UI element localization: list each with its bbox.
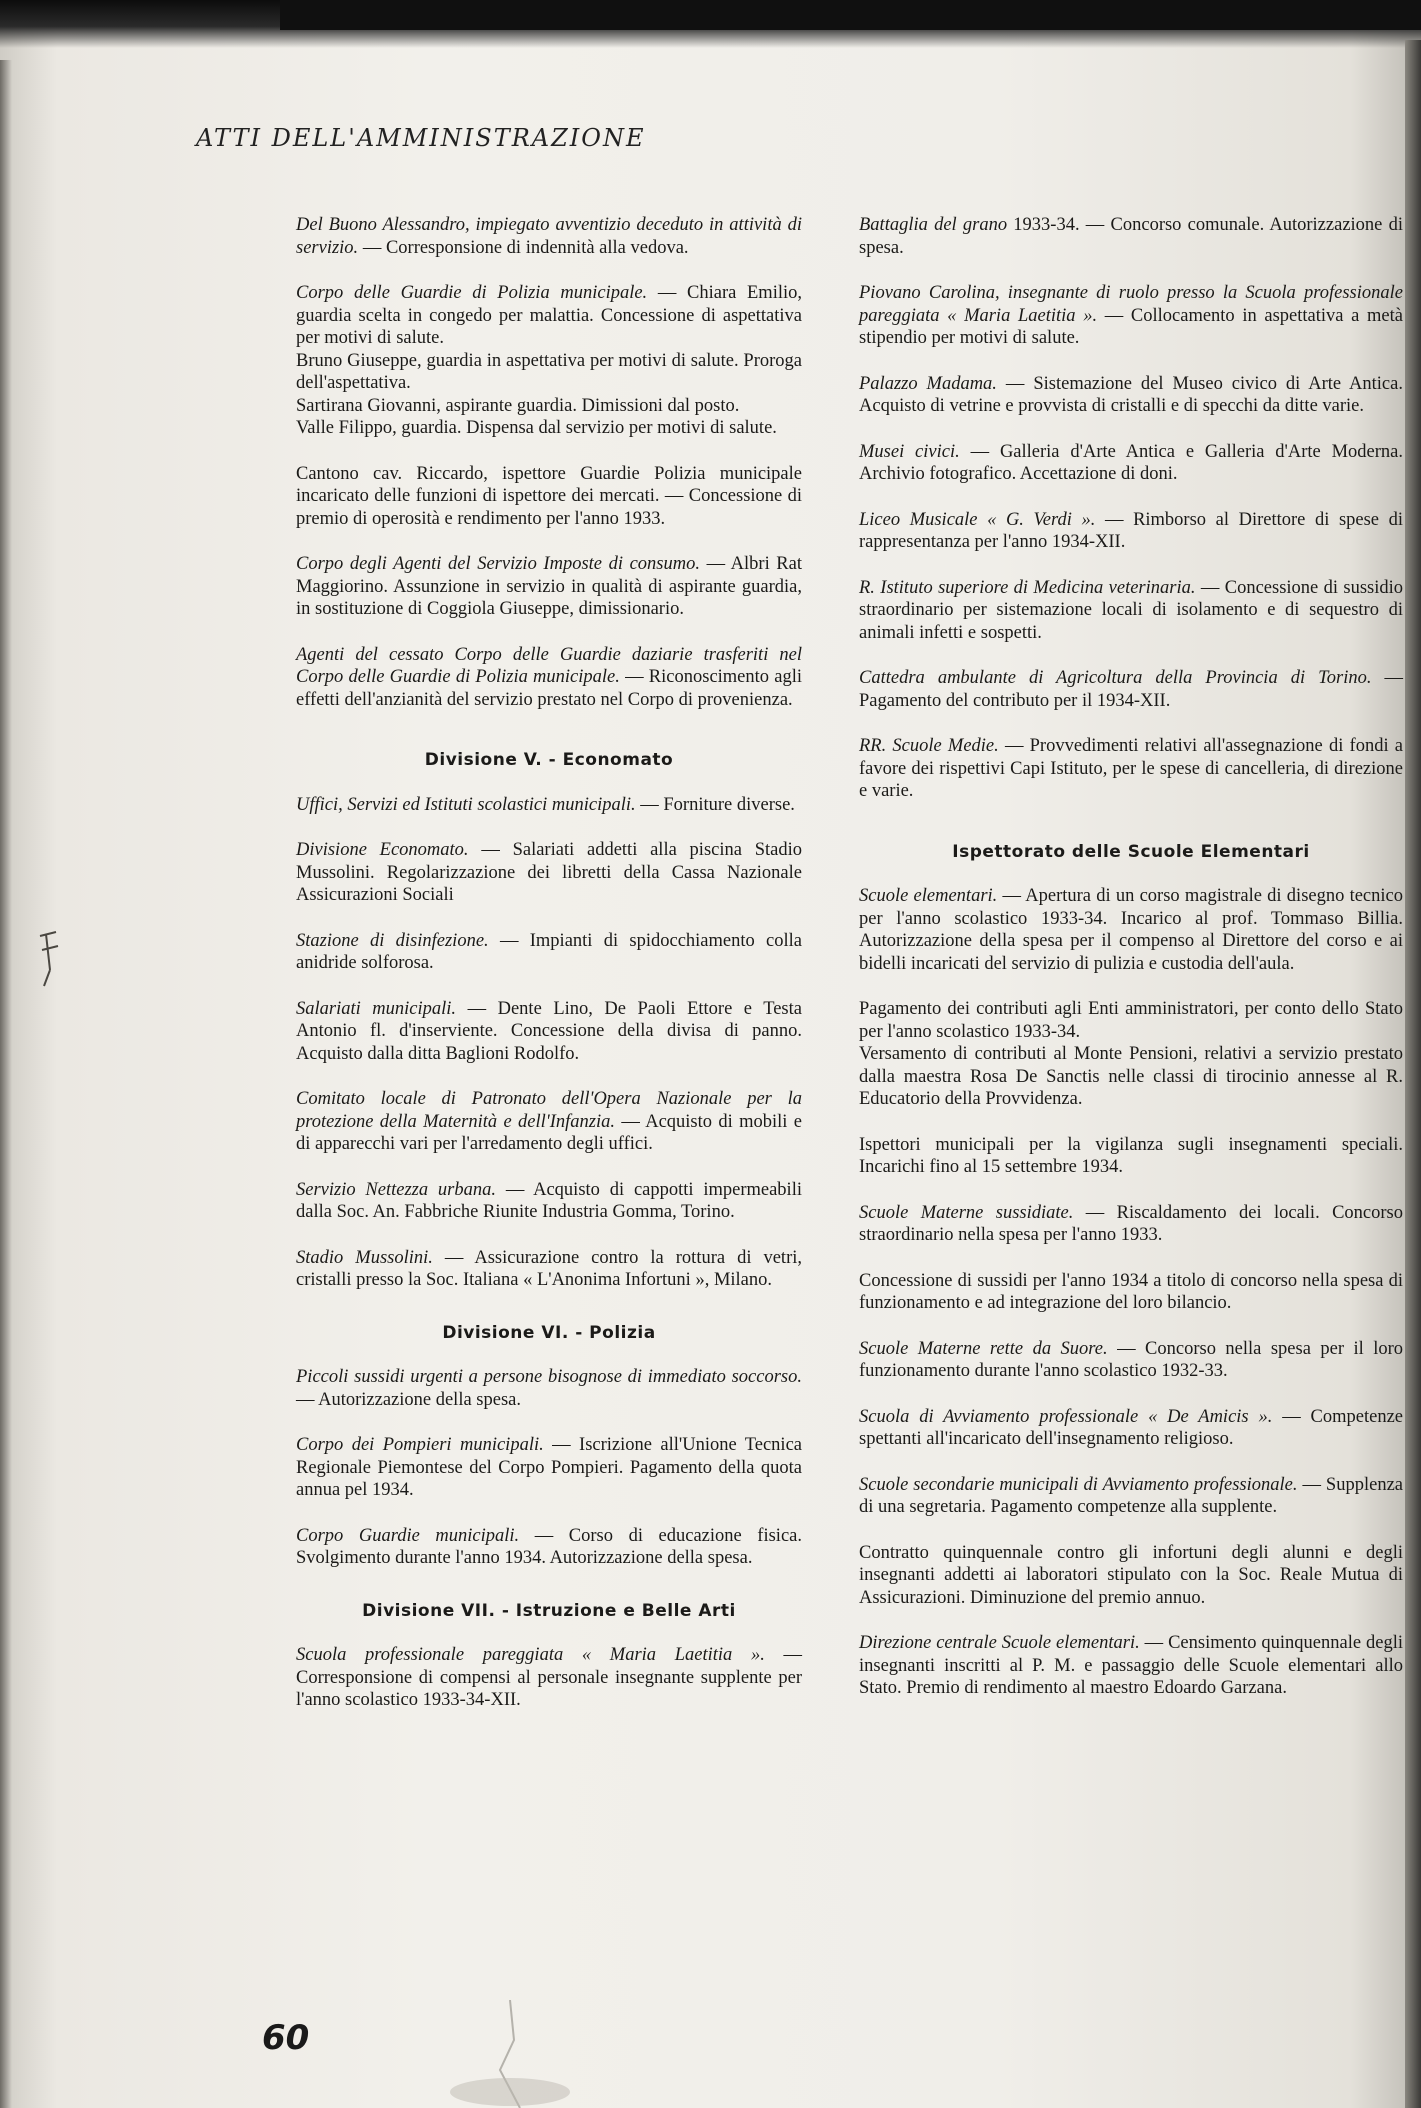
entry: Scuole secondarie municipali di Avviamento professionale. — Supplenza di una segretaria. Pagamento competenze alla supplente.: [859, 1474, 1403, 1517]
entry: Bruno Giuseppe, guardia in aspettativa per motivi di salute. Proroga dell'aspettativa.: [296, 350, 802, 393]
scan-right-edge: [1405, 40, 1421, 2108]
entry: Battaglia del grano 1933-34. — Concorso comunale. Autorizzazione di spesa.: [859, 215, 1403, 258]
entry: Piccoli sussidi urgenti a persone bisognose di immediato soccorso. — Autorizzazione della spesa.: [296, 1367, 802, 1410]
division-v-entries: [296, 794, 802, 1292]
entry: Piovano Carolina, insegnante di ruolo presso la Scuola professionale pareggiata « Maria Laetitia ». — Collocamento in aspettativa a metà stipendio per motivi di salute.: [859, 283, 1403, 348]
entry: Pagamento dei contributi agli Enti amministratori, per conto dello Stato per l'anno scolastico 1933-34.: [859, 999, 1403, 1042]
left-top-entries: [296, 214, 802, 711]
division-vi-entries: [296, 1366, 802, 1570]
entry: Corpo delle Guardie di Polizia municipale. — Chiara Emilio, guardia scelta in congedo per malattia. Concessione di aspettativa per motivi di salute.: [296, 283, 802, 348]
ispettorato-entries: [859, 885, 1403, 1700]
bottom-smudge: [430, 2000, 590, 2108]
entry: Salariati municipali. — Dente Lino, De Paoli Ettore e Testa Antonio fl. d'inserviente. Concessione della divisa di panno. Acquisto dalla ditta Baglioni Rodolfo.: [296, 998, 802, 1064]
right-top-entries: [859, 214, 1403, 803]
entry: RR. Scuole Medie. — Provvedimenti relativi all'assegnazione di fondi a favore dei rispettivi Capi Istituto, per le spese di cancelleria, di direzione e varie.: [859, 736, 1403, 801]
entry: Versamento di contributi al Monte Pensioni, relativi a servizio prestato dalla maestra Rosa De Sanctis nelle classi di tirocinio annesse al R. Educatorio della Provvidenza.: [859, 1044, 1403, 1109]
entry: Stazione di disinfezione. — Impianti di spidocchiamento colla anidride solforosa.: [296, 930, 802, 973]
entry: Servizio Nettezza urbana. — Acquisto di cappotti impermeabili dalla Soc. An. Fabbriche Riunite Industria Gomma, Torino.: [296, 1179, 802, 1222]
entry: Musei civici. — Galleria d'Arte Antica e Galleria d'Arte Moderna. Archivio fotografico. Accettazione di doni.: [859, 441, 1404, 484]
entry: Agenti del cessato Corpo delle Guardie daziarie trasferiti nel Corpo delle Guardie di Polizia municipale. — Riconoscimento agli effetti dell'anzianità del servizio prestato nel Corpo di provenienza.: [296, 644, 802, 710]
page-header: ATTI DELL'AMMINISTRAZIONE: [196, 124, 646, 152]
section-title-division-vi: Divisione VI. - Polizia: [442, 1322, 656, 1343]
entry: Divisione Economato. — Salariati addetti alla piscina Stadio Mussolini. Regolarizzazione dei libretti della Cassa Nazionale Assicurazioni Sociali: [296, 840, 802, 905]
entry: Valle Filippo, guardia. Dispensa dal servizio per motivi di salute.: [296, 418, 777, 438]
right-column: [859, 214, 1403, 1723]
entry: Scuola di Avviamento professionale « De Amicis ». — Competenze spettanti all'incaricato dell'insegnamento religioso.: [859, 1406, 1403, 1449]
entry: Palazzo Madama. — Sistemazione del Museo civico di Arte Antica. Acquisto di vetrine e provvista di cristalli e di specchi da ditte varie.: [859, 373, 1403, 416]
entry: Cattedra ambulante di Agricoltura della Provincia di Torino. — Pagamento del contributo per il 1934-XII.: [859, 668, 1404, 711]
entry: Scuola professionale pareggiata « Maria Laetitia ». — Corresponsione di compensi al personale insegnante supplente per l'anno scolastico 1933-34-XII.: [296, 1645, 802, 1710]
scan-top-shadow-band: [280, 0, 1421, 30]
entry: Stadio Mussolini. — Assicurazione contro la rottura di vetri, cristalli presso la Soc. Italiana « L'Anonima Infortuni », Milano.: [296, 1247, 802, 1290]
entry: Contratto quinquennale contro gli infortuni degli alunni e degli insegnanti addetti ai laboratori stipulato con la Soc. Reale Mutua di Assicurazioni. Diminuzione del premio annuo.: [859, 1542, 1403, 1608]
entry: Del Buono Alessandro, impiegato avventizio deceduto in attività di servizio. — Corresponsione di indennità alla vedova.: [296, 215, 802, 258]
entry: R. Istituto superiore di Medicina veterinaria. — Concessione di sussidio straordinario per sistemazione locali di isolamento e di sequestro di animali infetti e sospetti.: [859, 577, 1404, 643]
entry: Corpo dei Pompieri municipali. — Iscrizione all'Unione Tecnica Regionale Piemontese del Corpo Pompieri. Pagamento della quota annua pel 1934.: [296, 1435, 802, 1500]
division-vii-entries: [296, 1644, 802, 1712]
entry: Comitato locale di Patronato dell'Opera Nazionale per la protezione della Maternità e dell'Infanzia. — Acquisto di mobili e di apparecchi vari per l'arredamento degli uffici.: [296, 1089, 802, 1154]
entry: Scuole Materne rette da Suore. — Concorso nella spesa per il loro funzionamento durante l'anno scolastico 1932-33.: [859, 1338, 1403, 1381]
entry: Corpo Guardie municipali. — Corso di educazione fisica. Svolgimento durante l'anno 1934. Autorizzazione della spesa.: [296, 1525, 802, 1568]
entry: Scuole Materne sussidiate. — Riscaldamento dei locali. Concorso straordinario nella spesa per l'anno 1933.: [859, 1202, 1403, 1245]
section-title-division-v: Divisione V. - Economato: [424, 750, 674, 770]
entry: Uffici, Servizi ed Istituti scolastici municipali. — Forniture diverse.: [296, 794, 795, 815]
entry: Corpo degli Agenti del Servizio Imposte di consumo. — Albri Rat Maggiorino. Assunzione in servizio in qualità di aspirante guardia, in sostituzione di Coggiola Giuseppe, dimissionario.: [296, 554, 802, 619]
entry: Concessione di sussidi per l'anno 1934 a titolo di concorso nella spesa di funzionamento e ad integrazione del loro bilancio.: [859, 1270, 1403, 1313]
page-number: 60: [262, 2018, 310, 2058]
section-title-division-vii: Divisione VII. - Istruzione e Belle Arti: [362, 1600, 736, 1621]
entry: Cantono cav. Riccardo, ispettore Guardie Polizia municipale incaricato delle funzioni di ispettore dei mercati. — Concessione di premio di operosità e rendimento per l'anno 1933.: [296, 463, 802, 529]
entry: Direzione centrale Scuole elementari. — Censimento quinquennale degli insegnanti inscritti al P. M. e passaggio delle Scuole elementari allo Stato. Premio di rendimento al maestro Edoardo Garzana.: [859, 1633, 1403, 1698]
scan-left-edge: [0, 60, 12, 2108]
section-title-ispettorato: Ispettorato delle Scuole Elementari: [952, 841, 1310, 862]
left-column: [296, 214, 802, 1735]
entry: Ispettori municipali per la vigilanza sugli insegnamenti speciali. Incarichi fino al 15 settembre 1934.: [859, 1134, 1403, 1177]
margin-pencil-mark: [36, 930, 64, 990]
entry: Liceo Musicale « G. Verdi ». — Rimborso al Direttore di spese di rappresentanza per l'anno 1934-XII.: [859, 509, 1403, 552]
entry: Scuole elementari. — Apertura di un corso magistrale di disegno tecnico per l'anno scolastico 1933-34. Incarico al prof. Tommaso Billia. Autorizzazione della spesa per il compenso al Direttore del corso e ai bidelli incaricati del servizio di pulizia e custodia dell'aula.: [859, 886, 1403, 974]
entry: Sartirana Giovanni, aspirante guardia. Dimissioni dal posto.: [296, 395, 740, 416]
